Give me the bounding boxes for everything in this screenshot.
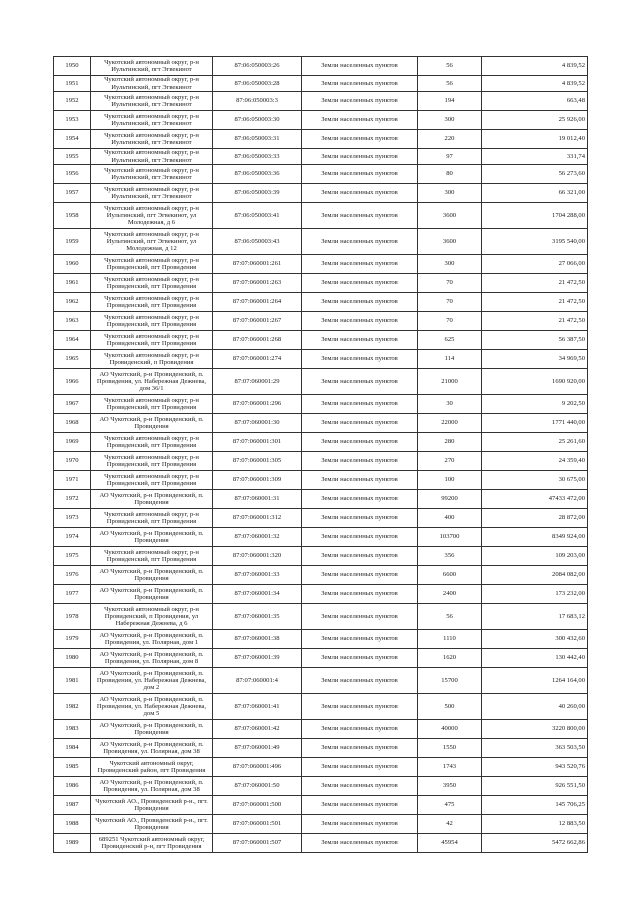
cadastral-number-cell: 87:07:060001:32 — [213, 528, 302, 547]
cadastral-value-cell: 943 520,76 — [482, 758, 588, 777]
land-plot-table — [53, 56, 588, 853]
cadastral-number-cell: 87:07:060001:50 — [213, 777, 302, 796]
table-row — [54, 184, 588, 203]
area-cell: 625 — [418, 331, 482, 350]
area-cell: 42 — [418, 815, 482, 834]
row-number: 1976 — [54, 566, 91, 585]
cadastral-number-cell: 87:07:060001:4 — [213, 668, 302, 694]
area-cell: 114 — [418, 350, 482, 369]
cadastral-number-cell: 87:07:060001:264 — [213, 293, 302, 312]
area-cell: 15700 — [418, 668, 482, 694]
row-number: 1950 — [54, 57, 91, 76]
land-category-cell: Земли населенных пунктов — [302, 274, 418, 293]
cadastral-number-cell: 87:07:060001:261 — [213, 255, 302, 274]
cadastral-number-cell: 87:07:060001:41 — [213, 694, 302, 720]
row-number: 1962 — [54, 293, 91, 312]
cadastral-number-cell: 87:07:060001:309 — [213, 471, 302, 490]
cadastral-number-cell: 87:07:060001:38 — [213, 630, 302, 649]
table-row — [54, 395, 588, 414]
cadastral-number-cell: 87:07:060001:267 — [213, 312, 302, 331]
address-cell: АО Чукотский, р-н Провиденский, п. Провидения, ул. Полярная, дом 1 — [91, 630, 213, 649]
cadastral-value-cell: 56 387,50 — [482, 331, 588, 350]
table-row — [54, 739, 588, 758]
address-cell: Чукотский автономный округ, р-н Провиденский, пгт Провидения — [91, 255, 213, 274]
cadastral-value-cell: 8349 924,00 — [482, 528, 588, 547]
table-row — [54, 528, 588, 547]
cadastral-value-cell: 47433 472,00 — [482, 490, 588, 509]
row-number: 1977 — [54, 585, 91, 604]
area-cell: 80 — [418, 165, 482, 184]
address-cell: Чукотский автономный округ, р-н Иультинский, пгт Эгвекинот — [91, 149, 213, 165]
row-number: 1952 — [54, 92, 91, 111]
address-cell: АО Чукотский, р-н Провиденский, п. Провидения — [91, 528, 213, 547]
cadastral-value-cell: 300 432,60 — [482, 630, 588, 649]
address-cell: 689251 Чукотский автономный округ, Провиденский р-н, пгт Провидения — [91, 834, 213, 853]
table-row — [54, 566, 588, 585]
table-row — [54, 668, 588, 694]
address-cell: АО Чукотский, р-н Провиденский, п. Провидения — [91, 585, 213, 604]
table-row — [54, 585, 588, 604]
row-number: 1951 — [54, 76, 91, 92]
row-number: 1955 — [54, 149, 91, 165]
row-number: 1965 — [54, 350, 91, 369]
cadastral-value-cell: 27 066,00 — [482, 255, 588, 274]
row-number: 1980 — [54, 649, 91, 668]
table-row — [54, 130, 588, 149]
cadastral-number-cell: 87:07:060001:301 — [213, 433, 302, 452]
area-cell: 1550 — [418, 739, 482, 758]
address-cell: АО Чукотский, р-н Провиденский, п. Провидения, ул. Полярная, дом 8 — [91, 649, 213, 668]
cadastral-number-cell: 87:06:050003:33 — [213, 149, 302, 165]
address-cell: АО Чукотский, р-н Провиденский, п. Провидения, ул. Набережная Дежнева, дом 5 — [91, 694, 213, 720]
cadastral-number-cell: 87:06:050003:39 — [213, 184, 302, 203]
cadastral-value-cell: 2084 082,00 — [482, 566, 588, 585]
area-cell: 70 — [418, 293, 482, 312]
area-cell: 100 — [418, 471, 482, 490]
cadastral-value-cell: 5472 662,86 — [482, 834, 588, 853]
cadastral-number-cell: 87:06:050003:36 — [213, 165, 302, 184]
area-cell: 3600 — [418, 229, 482, 255]
cadastral-number-cell: 87:07:060001:296 — [213, 395, 302, 414]
cadastral-number-cell: 87:07:060001:35 — [213, 604, 302, 630]
area-cell: 6600 — [418, 566, 482, 585]
cadastral-value-cell: 4 839,52 — [482, 57, 588, 76]
table-row — [54, 777, 588, 796]
table-row — [54, 414, 588, 433]
cadastral-number-cell: 87:06:050003:30 — [213, 111, 302, 130]
address-cell: Чукотский автономный округ, р-н Провиденский, пгт Провидения — [91, 547, 213, 566]
area-cell: 475 — [418, 796, 482, 815]
table-row — [54, 834, 588, 853]
row-number: 1982 — [54, 694, 91, 720]
land-category-cell: Земли населенных пунктов — [302, 255, 418, 274]
row-number: 1974 — [54, 528, 91, 547]
land-category-cell: Земли населенных пунктов — [302, 834, 418, 853]
cadastral-value-cell: 21 472,50 — [482, 293, 588, 312]
address-cell: Чукотский автономный округ, р-н Иультинский, пгт Эгвекинот — [91, 165, 213, 184]
row-number: 1989 — [54, 834, 91, 853]
land-category-cell: Земли населенных пунктов — [302, 585, 418, 604]
cadastral-value-cell: 331,74 — [482, 149, 588, 165]
table-row — [54, 203, 588, 229]
cadastral-value-cell: 1704 288,00 — [482, 203, 588, 229]
table-row — [54, 111, 588, 130]
cadastral-number-cell: 87:07:060001:268 — [213, 331, 302, 350]
area-cell: 280 — [418, 433, 482, 452]
land-category-cell: Земли населенных пунктов — [302, 184, 418, 203]
land-category-cell: Земли населенных пунктов — [302, 331, 418, 350]
cadastral-number-cell: 87:07:060001:500 — [213, 796, 302, 815]
land-category-cell: Земли населенных пунктов — [302, 76, 418, 92]
table-row — [54, 255, 588, 274]
cadastral-number-cell: 87:07:060001:320 — [213, 547, 302, 566]
cadastral-value-cell: 66 321,00 — [482, 184, 588, 203]
cadastral-value-cell: 130 442,40 — [482, 649, 588, 668]
cadastral-number-cell: 87:07:060001:501 — [213, 815, 302, 834]
address-cell: Чукотский автономный округ, р-н Провиденский, пгт Провидения — [91, 331, 213, 350]
table-row — [54, 433, 588, 452]
table-row — [54, 293, 588, 312]
cadastral-value-cell: 17 683,12 — [482, 604, 588, 630]
cadastral-number-cell: 87:07:060001:34 — [213, 585, 302, 604]
table-row — [54, 350, 588, 369]
cadastral-number-cell: 87:07:060001:42 — [213, 720, 302, 739]
cadastral-number-cell: 87:07:060001:33 — [213, 566, 302, 585]
area-cell: 97 — [418, 149, 482, 165]
land-category-cell: Земли населенных пунктов — [302, 293, 418, 312]
cadastral-value-cell: 663,48 — [482, 92, 588, 111]
cadastral-number-cell: 87:06:050003:3 — [213, 92, 302, 111]
cadastral-value-cell: 21 472,50 — [482, 312, 588, 331]
table-row — [54, 229, 588, 255]
cadastral-value-cell: 4 839,52 — [482, 76, 588, 92]
land-category-cell: Земли населенных пунктов — [302, 369, 418, 395]
area-cell: 70 — [418, 274, 482, 293]
cadastral-value-cell: 1690 920,00 — [482, 369, 588, 395]
address-cell: Чукотский автономный округ, р-н Провиденский, пгт Провидения — [91, 509, 213, 528]
land-category-cell: Земли населенных пунктов — [302, 720, 418, 739]
cadastral-number-cell: 87:06:050003:26 — [213, 57, 302, 76]
cadastral-number-cell: 87:06:050003:43 — [213, 229, 302, 255]
address-cell: Чукотский автономный округ, р-н Иультинский, пгт Эгвекинот — [91, 92, 213, 111]
land-category-cell: Земли населенных пунктов — [302, 547, 418, 566]
address-cell: АО Чукотский, р-н Провиденский, п. Провидения, ул. Набережная Дежнева, дом 36/1 — [91, 369, 213, 395]
table-row — [54, 796, 588, 815]
row-number: 1956 — [54, 165, 91, 184]
area-cell: 103700 — [418, 528, 482, 547]
cadastral-value-cell: 21 472,50 — [482, 274, 588, 293]
cadastral-number-cell: 87:07:060001:263 — [213, 274, 302, 293]
table-row — [54, 720, 588, 739]
land-category-cell: Земли населенных пунктов — [302, 165, 418, 184]
cadastral-value-cell: 34 969,50 — [482, 350, 588, 369]
table-row — [54, 149, 588, 165]
row-number: 1970 — [54, 452, 91, 471]
address-cell: АО Чукотский, р-н Провиденский, п. Провидения — [91, 720, 213, 739]
cadastral-value-cell: 30 675,00 — [482, 471, 588, 490]
area-cell: 194 — [418, 92, 482, 111]
land-category-cell: Земли населенных пунктов — [302, 433, 418, 452]
table-row — [54, 490, 588, 509]
table-row — [54, 57, 588, 76]
address-cell: Чукотский автономный округ, р-н Провиденский, пгт Провидения — [91, 452, 213, 471]
area-cell: 3950 — [418, 777, 482, 796]
land-category-cell: Земли населенных пунктов — [302, 566, 418, 585]
cadastral-number-cell: 87:07:060001:274 — [213, 350, 302, 369]
cadastral-value-cell: 926 551,50 — [482, 777, 588, 796]
row-number: 1964 — [54, 331, 91, 350]
area-cell: 1110 — [418, 630, 482, 649]
address-cell: Чукотский автономный округ, р-н Иультинский, пгт Эгвекинот — [91, 184, 213, 203]
address-cell: Чукотский автономный округ, р-н Провиденский, пгт Провидения — [91, 433, 213, 452]
table-row — [54, 630, 588, 649]
row-number: 1953 — [54, 111, 91, 130]
table-row — [54, 452, 588, 471]
table-row — [54, 274, 588, 293]
land-category-cell: Земли населенных пунктов — [302, 149, 418, 165]
address-cell: Чукотский автономный округ, Провиденский район, пгт Провидения — [91, 758, 213, 777]
address-cell: Чукотский АО., Провиденский р-н., пгт. Провидения — [91, 815, 213, 834]
row-number: 1972 — [54, 490, 91, 509]
row-number: 1984 — [54, 739, 91, 758]
table-row — [54, 369, 588, 395]
area-cell: 56 — [418, 604, 482, 630]
cadastral-value-cell: 28 872,00 — [482, 509, 588, 528]
row-number: 1960 — [54, 255, 91, 274]
land-category-cell: Земли населенных пунктов — [302, 490, 418, 509]
land-category-cell: Земли населенных пунктов — [302, 57, 418, 76]
address-cell: АО Чукотский, р-н Провиденский, п. Провидения — [91, 566, 213, 585]
land-category-cell: Земли населенных пунктов — [302, 312, 418, 331]
land-category-cell: Земли населенных пунктов — [302, 758, 418, 777]
address-cell: Чукотский автономный округ, р-н Провиденский, пгт Провидения — [91, 274, 213, 293]
land-category-cell: Земли населенных пунктов — [302, 528, 418, 547]
table-row — [54, 471, 588, 490]
land-category-cell: Земли населенных пунктов — [302, 777, 418, 796]
row-number: 1963 — [54, 312, 91, 331]
cadastral-number-cell: 87:07:060001:29 — [213, 369, 302, 395]
land-category-cell: Земли населенных пунктов — [302, 604, 418, 630]
table-row — [54, 649, 588, 668]
row-number: 1961 — [54, 274, 91, 293]
cadastral-value-cell: 12 883,50 — [482, 815, 588, 834]
row-number: 1987 — [54, 796, 91, 815]
cadastral-value-cell: 56 273,60 — [482, 165, 588, 184]
cadastral-value-cell: 363 503,50 — [482, 739, 588, 758]
cadastral-number-cell: 87:07:060001:507 — [213, 834, 302, 853]
area-cell: 22000 — [418, 414, 482, 433]
row-number: 1985 — [54, 758, 91, 777]
area-cell: 99200 — [418, 490, 482, 509]
area-cell: 2400 — [418, 585, 482, 604]
address-cell: АО Чукотский, р-н Провиденский, п. Провидения — [91, 490, 213, 509]
row-number: 1979 — [54, 630, 91, 649]
row-number: 1971 — [54, 471, 91, 490]
land-category-cell: Земли населенных пунктов — [302, 694, 418, 720]
table-row — [54, 92, 588, 111]
cadastral-value-cell: 25 261,60 — [482, 433, 588, 452]
address-cell: Чукотский автономный округ, р-н Иультинский, пгт Эгвекинот — [91, 130, 213, 149]
cadastral-number-cell: 87:06:050003:31 — [213, 130, 302, 149]
land-category-cell: Земли населенных пунктов — [302, 471, 418, 490]
area-cell: 400 — [418, 509, 482, 528]
land-category-cell: Земли населенных пунктов — [302, 111, 418, 130]
area-cell: 70 — [418, 312, 482, 331]
land-category-cell: Земли населенных пунктов — [302, 414, 418, 433]
address-cell: АО Чукотский, р-н Провиденский, п. Провидения — [91, 414, 213, 433]
area-cell: 21000 — [418, 369, 482, 395]
address-cell: Чукотский автономный округ, р-н Иультинский, пгт Эгвекинот, ул Молодежная, д 6 — [91, 203, 213, 229]
land-category-cell: Земли населенных пунктов — [302, 630, 418, 649]
row-number: 1975 — [54, 547, 91, 566]
cadastral-number-cell: 87:06:050003:41 — [213, 203, 302, 229]
address-cell: Чукотский автономный округ, р-н Иультинский, пгт Эгвекинот, ул Молодежная, д 12 — [91, 229, 213, 255]
cadastral-number-cell: 87:06:050003:28 — [213, 76, 302, 92]
table-row — [54, 815, 588, 834]
address-cell: Чукотский автономный округ, р-н Провиденский, п Провидения — [91, 350, 213, 369]
cadastral-value-cell: 3195 540,00 — [482, 229, 588, 255]
row-number: 1986 — [54, 777, 91, 796]
land-category-cell: Земли населенных пунктов — [302, 350, 418, 369]
land-category-cell: Земли населенных пунктов — [302, 739, 418, 758]
area-cell: 40000 — [418, 720, 482, 739]
row-number: 1983 — [54, 720, 91, 739]
area-cell: 220 — [418, 130, 482, 149]
table-row — [54, 604, 588, 630]
row-number: 1973 — [54, 509, 91, 528]
table-row — [54, 509, 588, 528]
land-category-cell: Земли населенных пунктов — [302, 452, 418, 471]
land-category-cell: Земли населенных пунктов — [302, 668, 418, 694]
row-number: 1954 — [54, 130, 91, 149]
row-number: 1981 — [54, 668, 91, 694]
address-cell: Чукотский автономный округ, р-н Иультинский, пгт Эгвекинот — [91, 76, 213, 92]
cadastral-number-cell: 87:07:060001:39 — [213, 649, 302, 668]
cadastral-number-cell: 87:07:060001:312 — [213, 509, 302, 528]
address-cell: Чукотский автономный округ, р-н Иультинский, пгт Эгвекинот — [91, 111, 213, 130]
cadastral-value-cell: 19 012,40 — [482, 130, 588, 149]
row-number: 1978 — [54, 604, 91, 630]
row-number: 1967 — [54, 395, 91, 414]
row-number: 1959 — [54, 229, 91, 255]
land-category-cell: Земли населенных пунктов — [302, 229, 418, 255]
land-category-cell: Земли населенных пунктов — [302, 796, 418, 815]
land-category-cell: Земли населенных пунктов — [302, 815, 418, 834]
area-cell: 30 — [418, 395, 482, 414]
table-row — [54, 76, 588, 92]
land-category-cell: Земли населенных пунктов — [302, 509, 418, 528]
cadastral-value-cell: 1771 440,00 — [482, 414, 588, 433]
row-number: 1988 — [54, 815, 91, 834]
area-cell: 300 — [418, 111, 482, 130]
row-number: 1968 — [54, 414, 91, 433]
table-row — [54, 331, 588, 350]
area-cell: 300 — [418, 184, 482, 203]
row-number: 1966 — [54, 369, 91, 395]
row-number: 1958 — [54, 203, 91, 229]
address-cell: Чукотский автономный округ, р-н Провиденский, пгт Провидения — [91, 293, 213, 312]
cadastral-value-cell: 9 202,50 — [482, 395, 588, 414]
area-cell: 3600 — [418, 203, 482, 229]
cadastral-number-cell: 87:07:060001:496 — [213, 758, 302, 777]
row-number: 1957 — [54, 184, 91, 203]
area-cell: 300 — [418, 255, 482, 274]
cadastral-value-cell: 24 359,40 — [482, 452, 588, 471]
address-cell: Чукотский АО., Провиденский р-н., пгт. Провидения — [91, 796, 213, 815]
area-cell: 56 — [418, 57, 482, 76]
area-cell: 1620 — [418, 649, 482, 668]
area-cell: 500 — [418, 694, 482, 720]
table-row — [54, 547, 588, 566]
address-cell: АО Чукотский, р-н Провиденский, п. Провидения, ул. Полярная, дом 38 — [91, 739, 213, 758]
area-cell: 56 — [418, 76, 482, 92]
area-cell: 356 — [418, 547, 482, 566]
land-category-cell: Земли населенных пунктов — [302, 130, 418, 149]
cadastral-value-cell: 145 706,25 — [482, 796, 588, 815]
land-category-cell: Земли населенных пунктов — [302, 395, 418, 414]
cadastral-value-cell: 1264 164,00 — [482, 668, 588, 694]
cadastral-value-cell: 173 232,00 — [482, 585, 588, 604]
table-body — [54, 57, 588, 853]
table-row — [54, 694, 588, 720]
table-row — [54, 312, 588, 331]
land-category-cell: Земли населенных пунктов — [302, 649, 418, 668]
address-cell: Чукотский автономный округ, р-н Провиденский, пгт Провидения — [91, 395, 213, 414]
cadastral-value-cell: 109 203,00 — [482, 547, 588, 566]
table-row — [54, 165, 588, 184]
address-cell: Чукотский автономный округ, р-н Провиденский, п Провидения, ул Набережная Дежнева, д 6 — [91, 604, 213, 630]
cadastral-number-cell: 87:07:060001:31 — [213, 490, 302, 509]
land-category-cell: Земли населенных пунктов — [302, 92, 418, 111]
area-cell: 1743 — [418, 758, 482, 777]
address-cell: Чукотский автономный округ, р-н Иультинский, пгт Эгвекинот — [91, 57, 213, 76]
table-row — [54, 758, 588, 777]
address-cell: Чукотский автономный округ, р-н Провиденский, пгт Провидения — [91, 312, 213, 331]
cadastral-value-cell: 3220 800,00 — [482, 720, 588, 739]
cadastral-number-cell: 87:07:060001:30 — [213, 414, 302, 433]
row-number: 1969 — [54, 433, 91, 452]
address-cell: АО Чукотский, р-н Провиденский, п. Провидения, ул. Набережная Дежнева, дом 2 — [91, 668, 213, 694]
address-cell: Чукотский автономный округ, р-н Провиденский, пгт Провидения — [91, 471, 213, 490]
area-cell: 270 — [418, 452, 482, 471]
cadastral-number-cell: 87:07:060001:305 — [213, 452, 302, 471]
cadastral-value-cell: 25 926,00 — [482, 111, 588, 130]
land-category-cell: Земли населенных пунктов — [302, 203, 418, 229]
cadastral-value-cell: 40 260,00 — [482, 694, 588, 720]
area-cell: 45954 — [418, 834, 482, 853]
cadastral-number-cell: 87:07:060001:49 — [213, 739, 302, 758]
address-cell: АО Чукотский, р-н Провиденский, п. Провидения, ул. Полярная, дом 38 — [91, 777, 213, 796]
